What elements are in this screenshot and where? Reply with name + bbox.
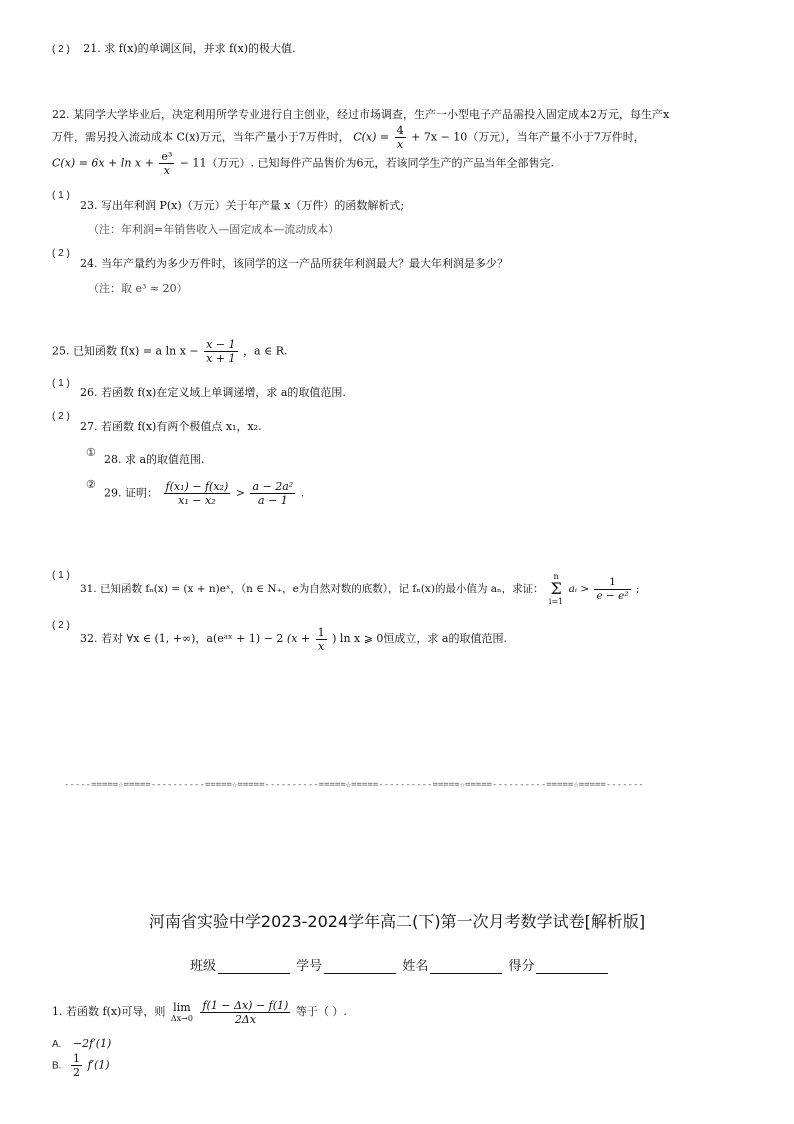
sum-body: aᵢ > xyxy=(568,583,590,595)
question-24-note: （注：取 e³ ≈ 20） xyxy=(88,282,188,295)
denominator: 2Δx xyxy=(234,1012,256,1026)
formula-head: 29. 证明： xyxy=(104,486,158,500)
numerator: e³ xyxy=(161,150,173,163)
section-separator: -----=====☆=====----------=====☆=====----------=====☆=====----------=====☆=====----------=====☆=====------- xyxy=(64,780,644,790)
fraction xyxy=(594,576,630,603)
fraction-left xyxy=(164,480,231,507)
formula-head: 25. 已知函数 f(x) = a ln x − xyxy=(52,344,199,358)
denominator: 2 xyxy=(72,1066,80,1079)
limit-subscript: Δx→0 xyxy=(170,1013,193,1023)
question-22-line3 xyxy=(52,150,554,177)
denominator: x + 1 xyxy=(206,352,236,365)
id-field[interactable] xyxy=(324,961,396,974)
formula-tail: − 11（万元）. 已知每件产品售价为6元，若该同学生产的产品当年全部售完. xyxy=(179,156,554,170)
question-31 xyxy=(80,572,640,606)
formula-tail: . xyxy=(300,486,305,500)
fraction xyxy=(204,338,237,365)
score-label: 得分 xyxy=(508,959,535,974)
formula-head: 31. 已知函数 fₙ(x) = (x + n)eˣ，（n ∈ N₊，e为自然对数的底数），记 fₙ(x)的最小值为 aₙ，求证： xyxy=(80,583,544,595)
summation-icon: n Σ i=1 xyxy=(548,572,564,606)
paren-head: (x + xyxy=(286,632,311,645)
fraction xyxy=(316,626,327,653)
formula-tail: ; xyxy=(635,583,640,595)
fraction xyxy=(159,150,174,177)
denominator: a − 1 xyxy=(257,494,288,507)
question-22-line2 xyxy=(52,124,645,151)
formula-tail: 等于（ ）. xyxy=(295,1005,347,1018)
numerator: a − 2a² xyxy=(252,480,294,493)
question-22-line1: 22. 某同学大学毕业后，决定利用所学专业进行自主创业，经过市场调查，生产一小型电子产品需投入固定成本2万元，每生产x xyxy=(52,108,670,121)
formula-tail: ，a ∈ R. xyxy=(243,344,288,358)
part-tag: ( 2 ) xyxy=(52,44,70,55)
denominator: x₁ − x₂ xyxy=(178,494,216,507)
choice-letter: B. xyxy=(52,1060,62,1072)
fraction xyxy=(71,1052,82,1079)
part-tag: ( 2 ) xyxy=(52,620,70,631)
numerator: f(x₁) − f(x₂) xyxy=(165,480,229,493)
question-27: 27. 若函数 f(x)有两个极值点 x₁，x₂. xyxy=(80,420,262,433)
choice-text: f′(1) xyxy=(87,1058,110,1072)
limit xyxy=(171,1002,193,1023)
question-1 xyxy=(52,998,347,1026)
choice-letter: A. xyxy=(52,1039,62,1050)
fraction xyxy=(200,999,290,1026)
question-29 xyxy=(104,480,304,507)
circled-tag: ① xyxy=(86,447,96,459)
fraction xyxy=(395,124,406,151)
question-23: 23. 写出年利润 P(x)（万元）关于年产量 x（万件）的函数解析式; xyxy=(80,199,405,212)
numerator: 4 xyxy=(396,124,404,137)
choice-b[interactable] xyxy=(52,1052,110,1080)
formula-head: C(x) = xyxy=(353,130,390,144)
limit-word: lim xyxy=(173,1000,191,1014)
fraction-right xyxy=(250,480,295,507)
class-field[interactable] xyxy=(218,961,290,974)
denominator: x xyxy=(163,164,170,177)
circled-tag: ② xyxy=(86,479,96,491)
sum-upper: n xyxy=(553,572,559,581)
numerator: x − 1 xyxy=(206,338,236,351)
denominator: e − e² xyxy=(596,589,629,602)
formula-tail: + 7x − 10（万元），当年产量不小于7万件时， xyxy=(411,130,645,144)
question-32 xyxy=(80,624,507,654)
numerator: 1 xyxy=(72,1052,80,1065)
choice-text: −2f′(1) xyxy=(72,1037,112,1050)
sum-lower: i=1 xyxy=(548,597,564,606)
part-tag: ( 2 ) xyxy=(52,248,70,259)
formula-head: 1. 若函数 f(x)可导，则 xyxy=(52,1005,166,1018)
numerator: 1 xyxy=(317,625,325,639)
line-text: 万件，需另投入流动成本 C(x)万元，当年产量小于7万件时， xyxy=(52,130,350,144)
formula-head: 32. 若对 ∀x ∈ (1, +∞)，a(eᵃˣ + 1) − 2 xyxy=(80,632,284,645)
question-text: 21. 求 f(x)的单调区间，并求 f(x)的极大值. xyxy=(83,42,296,55)
choice-a[interactable] xyxy=(52,1037,111,1050)
name-label: 姓名 xyxy=(402,959,429,974)
numerator: 1 xyxy=(594,576,630,590)
student-info xyxy=(190,955,610,974)
formula-tail: ln x ⩾ 0恒成立，求 a的取值范围. xyxy=(339,632,507,645)
class-label: 班级 xyxy=(190,959,217,974)
part-tag: ( 1 ) xyxy=(52,190,70,201)
comparison: > xyxy=(235,486,245,500)
question-25 xyxy=(52,338,288,365)
score-field[interactable] xyxy=(536,961,608,974)
paren-tail: ) xyxy=(332,632,337,645)
part-tag: ( 1 ) xyxy=(52,378,70,389)
numerator: f(1 − Δx) − f(1) xyxy=(202,998,289,1012)
question-21 xyxy=(52,40,295,56)
question-24: 24. 当年产量约为多少万件时，该同学的这一产品所获年利润最大？最大年利润是多少？ xyxy=(80,257,508,270)
id-label: 学号 xyxy=(296,959,323,974)
page-title: 河南省实验中学2023-2024学年高二(下)第一次月考数学试卷[解析版] xyxy=(148,912,646,931)
part-tag: ( 1 ) xyxy=(52,570,70,581)
question-28: 28. 求 a的取值范围. xyxy=(104,453,205,466)
part-tag: ( 2 ) xyxy=(52,411,70,422)
name-field[interactable] xyxy=(430,961,502,974)
question-23-note: （注：年利润=年销售收入—固定成本—流动成本） xyxy=(88,223,340,236)
denominator: x xyxy=(318,639,325,653)
formula-head: C(x) = 6x + ln x + xyxy=(52,156,154,170)
question-26: 26. 若函数 f(x)在定义域上单调递增，求 a的取值范围. xyxy=(80,386,346,399)
denominator: x xyxy=(397,138,404,151)
